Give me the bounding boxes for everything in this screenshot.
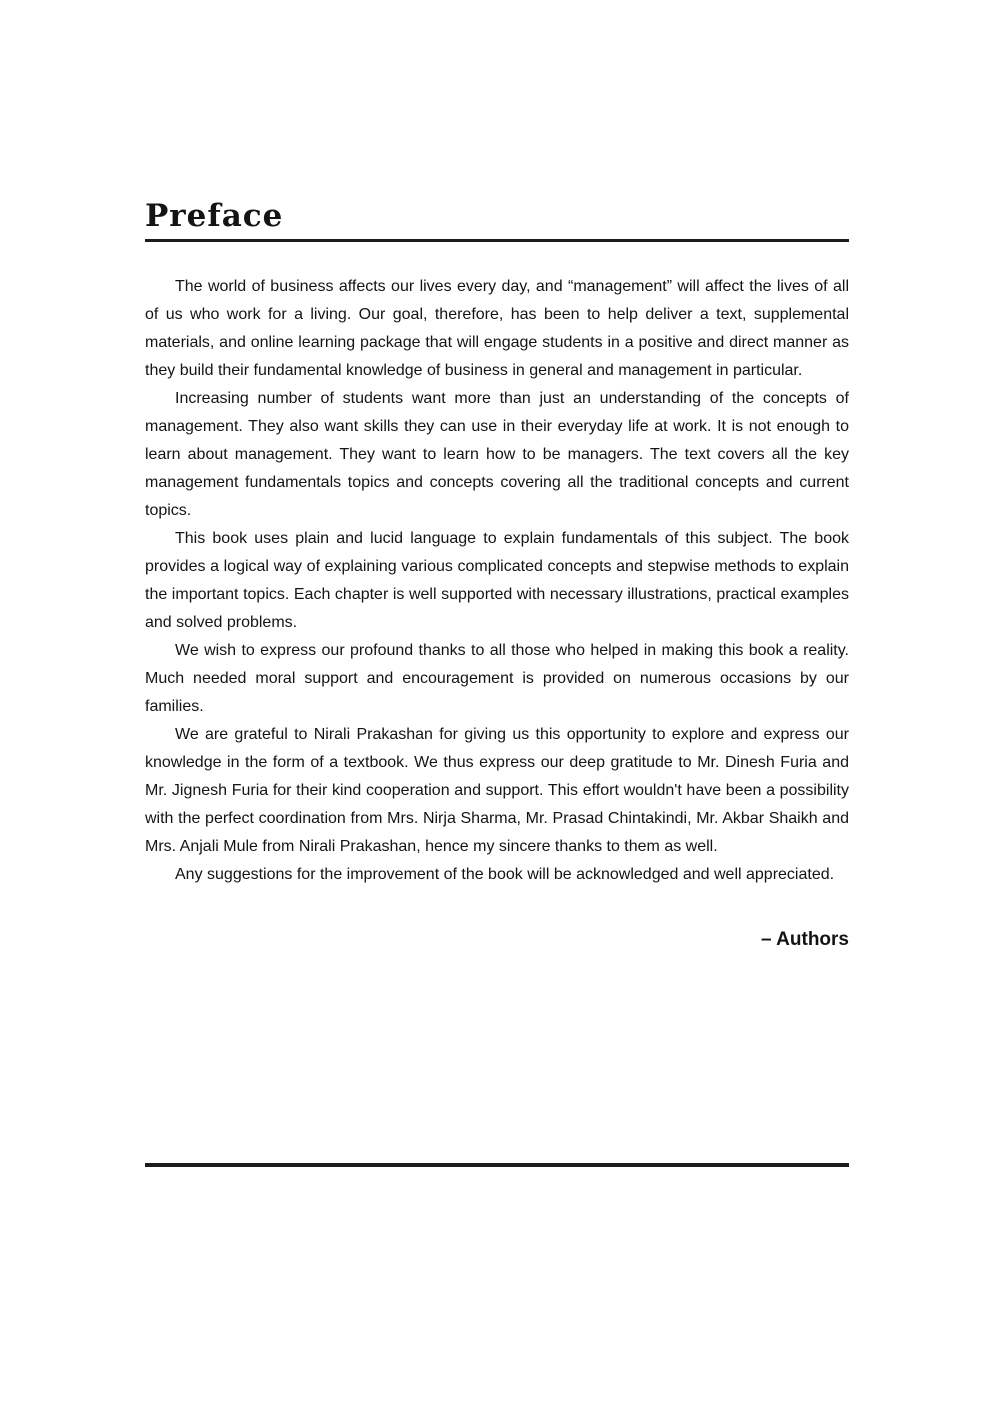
- preface-paragraph: The world of business affects our lives every day, and “management” will affect the lives of all of us who work for a living. Our goal, therefore, has been to help deliver a text, supplemental materials, and online learning package that will engage students in a positive and direct manner as they build their fundamental knowledge of business in general and management in particular.: [145, 278, 849, 379]
- authors-signature: – Authors: [761, 929, 849, 950]
- preface-paragraph: Any suggestions for the improvement of the book will be acknowledged and well appreciated.: [175, 866, 835, 883]
- preface-paragraph: We wish to express our profound thanks to all those who helped in making this book a reality. Much needed moral support and encouragement is provided on numerous occasions by our families.: [145, 642, 849, 715]
- preface-paragraph: We are grateful to Nirali Prakashan for giving us this opportunity to explore and express our knowledge in the form of a textbook. We thus express our deep gratitude to Mr. Dinesh Furia and Mr. Jignesh Furia for their kind cooperation and support. This effort wouldn't have been a possibility with the perfect coordination from Mrs. Nirja Sharma, Mr. Prasad Chintakindi, Mr. Akbar Shaikh and Mrs. Anjali Mule from Nirali Prakashan, hence my sincere thanks to them as well.: [145, 726, 849, 855]
- page-title: Preface: [145, 198, 284, 234]
- preface-paragraph: Increasing number of students want more than just an understanding of the concepts of management. They also want skills they can use in their everyday life at work. It is not enough to learn about management. They want to learn how to be managers. The text covers all the key management fundamentals topics and concepts covering all the traditional concepts and current topics.: [145, 390, 849, 519]
- page-content: [145, 0, 849, 951]
- title-divider-rule: [145, 239, 849, 242]
- preface-body: [145, 273, 849, 889]
- bottom-divider-rule: [145, 1163, 849, 1167]
- preface-paragraph: This book uses plain and lucid language to explain fundamentals of this subject. The book provides a logical way of explaining various complicated concepts and stepwise methods to explain the important topics. Each chapter is well supported with necessary illustrations, practical examples and solved problems.: [145, 530, 849, 631]
